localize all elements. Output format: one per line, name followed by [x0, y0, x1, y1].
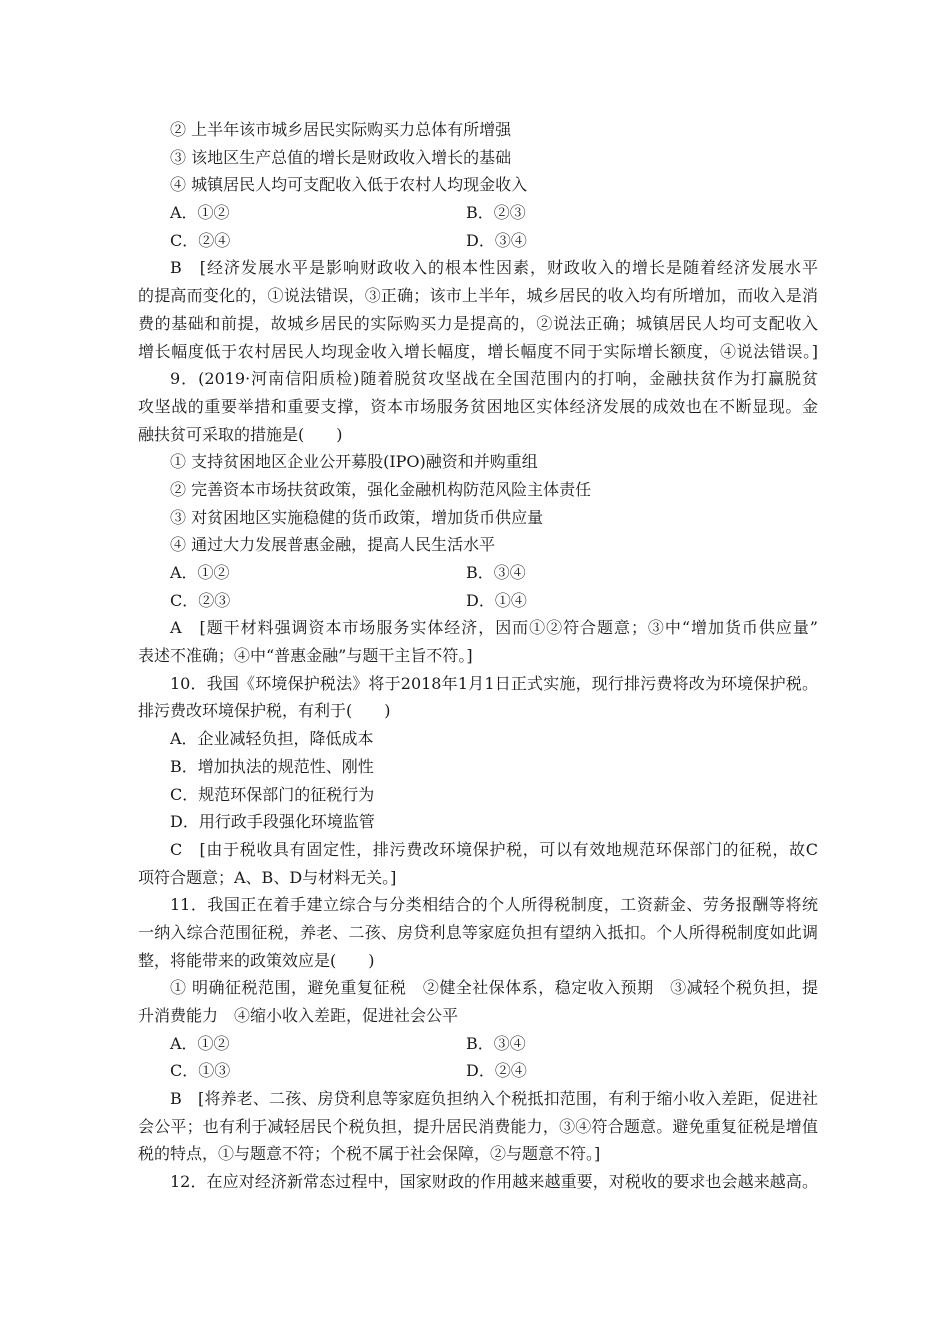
q10-stem-line: 10．我国《环境保护税法》将于2018年1月1日正式实施，现行排污费将改为环境保护税。: [170, 673, 818, 693]
q10-answer-line: 项符合题意；A、B、D与材料无关。]: [138, 867, 397, 887]
q11-items-line: ① 明确征税范围，避免重复征税 ②健全社保体系，稳定收入预期 ③减轻个税负担，提: [170, 978, 818, 998]
q11-answer-line: 会公平；也有利于减轻居民个税负担，提升居民消费能力，③④符合题意。避免重复征税是增值: [138, 1116, 818, 1136]
q8-item-2: ② 上半年该市城乡居民实际购买力总体有所增强: [170, 120, 512, 139]
q9-stem-line: 9．(2019·河南信阳质检)随着脱贫攻坚战在全国范围内的打响，金融扶贫作为打赢脱贫: [170, 369, 818, 389]
q9-option-b: B．③④: [466, 563, 526, 582]
q12-stem-line: 12．在应对经济新常态过程中，国家财政的作用越来越重要，对税收的要求也会越来越高。: [170, 1172, 818, 1192]
q10-option-c: C．规范环保部门的征税行为: [170, 784, 375, 804]
q11-stem-line: 整，将能带来的政策效应是( ): [138, 950, 375, 970]
q9-stem-line: 攻坚战的重要举措和重要支撑，资本市场服务贫困地区实体经济发展的成效也在不断显现。金: [138, 396, 818, 416]
q9-stem-line: 融扶贫可采取的措施是( ): [138, 424, 343, 444]
q9-answer-line: 表述不准确；④中“普惠金融”与题干主旨不符。]: [138, 646, 473, 666]
q9-item-3: ③ 对贫困地区实施稳健的货币政策，增加货币供应量: [170, 507, 544, 527]
q8-answer-line: 费的基础和前提，故城乡居民的实际购买力是提高的，②说法正确；城镇居民人均可支配收入: [138, 313, 818, 333]
q8-option-c: C．②④: [170, 230, 231, 250]
q11-answer-line: B [将养老、二孩、房贷利息等家庭负担纳入个税抵扣范围，有利于缩小收入差距，促进社: [170, 1089, 818, 1109]
q8-option-d: D．③④: [466, 230, 527, 250]
q9-option-a: A．①②: [170, 563, 230, 582]
q9-item-4: ④ 通过大力发展普惠金融，提高人民生活水平: [170, 535, 496, 555]
q11-items-line: 升消费能力 ④缩小收入差距，促进社会公平: [138, 1006, 459, 1025]
q11-options-row-1: [138, 1030, 818, 1058]
q10-option-a: A．企业减轻负担，降低成本: [170, 729, 374, 749]
q11-answer-line: 税的特点，①与题意不符；个税不属于社会保障，②与题意不符。]: [138, 1144, 601, 1164]
q9-option-d: D．①④: [466, 590, 527, 610]
q9-answer-line: A [题干材料强调资本市场服务实体经济，因而①②符合题意；③中“增加货币供应量”: [170, 618, 818, 638]
q8-answer-line: 增长幅度低于农村居民人均现金收入增长幅度，增长幅度不同于实际增长额度，④说法错误。]: [138, 341, 818, 361]
q11-option-d: D．②④: [466, 1061, 527, 1081]
q8-item-3: ③ 该地区生产总值的增长是财政收入增长的基础: [170, 147, 512, 167]
q8-options-row-1: [138, 199, 818, 227]
q11-option-c: C．①③: [170, 1061, 231, 1081]
q11-option-b: B．③④: [466, 1033, 526, 1053]
q8-option-b: B．②③: [466, 203, 526, 223]
q10-option-d: D．用行政手段强化环境监管: [170, 812, 375, 832]
q9-item-2: ② 完善资本市场扶贫政策，强化金融机构防范风险主体责任: [170, 479, 592, 499]
q10-option-b: B．增加执法的规范性、刚性: [170, 756, 374, 776]
q8-answer-line: B [经济发展水平是影响财政收入的根本性因素，财政收入的增长是随着经济发展水平: [170, 258, 818, 278]
q8-answer-line: 的提高而变化的，①说法错误，③正确；该市上半年，城乡居民的收入均有所增加，而收入是消: [138, 286, 818, 306]
q8-option-a: A．①②: [170, 203, 230, 223]
q11-option-a: A．①②: [170, 1033, 230, 1053]
q11-stem-line: 一纳入综合范围征税，养老、二孩、房贷利息等家庭负担有望纳入抵扣。个人所得税制度如此调: [138, 922, 818, 942]
q11-options-row-2: [138, 1057, 818, 1085]
q9-options-row-2: [138, 587, 818, 615]
document-page: [138, 116, 818, 1196]
q9-item-1: ① 支持贫困地区企业公开募股(IPO)融资和并购重组: [170, 452, 538, 472]
q8-options-row-2: [138, 227, 818, 255]
q9-options-row-1: [138, 559, 818, 587]
q8-item-4: ④ 城镇居民人均可支配收入低于农村人均现金收入: [170, 175, 528, 195]
q9-option-c: C．②③: [170, 590, 231, 610]
q11-stem-line: 11．我国正在着手建立综合与分类相结合的个人所得税制度，工资薪金、劳务报酬等将统: [170, 895, 818, 915]
q10-stem-line: 排污费改环境保护税，有利于( ): [138, 701, 391, 721]
q10-answer-line: C [由于税收具有固定性，排污费改环境保护税，可以有效地规范环保部门的征税，故C: [170, 839, 818, 859]
